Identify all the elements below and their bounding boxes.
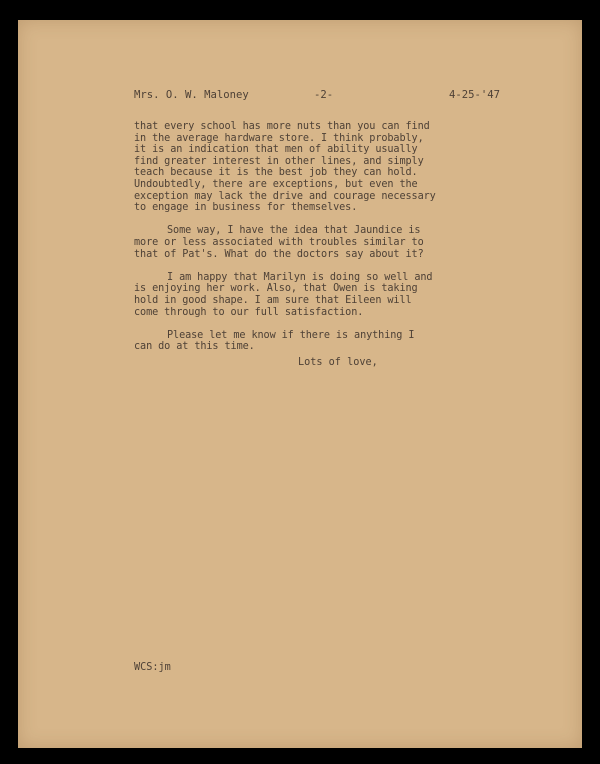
paragraph-line: teach because it is the best job they can hold. [134,167,418,179]
paragraph-line: that of Pat's. What do the doctors say about it? [134,248,424,260]
header-date: 4-25-'47 [448,89,500,101]
paragraph-line: Undoubtedly, there are exceptions, but even the [134,178,418,190]
paragraph-line: Some way, I have the idea that Jaundice is [167,225,421,237]
paragraph-line: find greater interest in other lines, and simply [134,155,424,167]
paragraph-line: Please let me know if there is anything I [167,329,415,341]
header-recipient: Mrs. O. W. Maloney [134,89,249,101]
typist-initials: WCS:jm [134,662,171,673]
paragraph-line: can do at this time. [134,341,255,353]
paragraph-line: in the average hardware store. I think probably, [134,132,424,144]
letter-body [134,121,504,364]
paragraph-line: hold in good shape. I am sure that Eileen will [134,294,412,306]
paragraph-line: I am happy that Marilyn is doing so well and [167,271,433,283]
letter-header [134,88,500,102]
header-page-number: -2- [314,89,334,101]
letter-page [18,20,582,748]
paragraph-2 [134,225,504,260]
paragraph-3 [134,272,504,318]
paragraph-4 [134,330,504,353]
paragraph-line: more or less associated with troubles similar to [134,236,424,248]
paragraph-line: to engage in business for themselves. [134,202,358,214]
paragraph-line: it is an indication that men of ability usually [134,144,418,156]
paragraph-line: come through to our full satisfaction. [134,306,364,318]
paragraph-line: exception may lack the drive and courage necessary [134,190,436,202]
paragraph-line: is enjoying her work. Also, that Owen is taking [134,283,418,295]
paragraph-line: that every school has more nuts than you can find [134,121,430,132]
paragraph-1 [134,121,504,214]
letter-closing: Lots of love, [298,357,378,368]
